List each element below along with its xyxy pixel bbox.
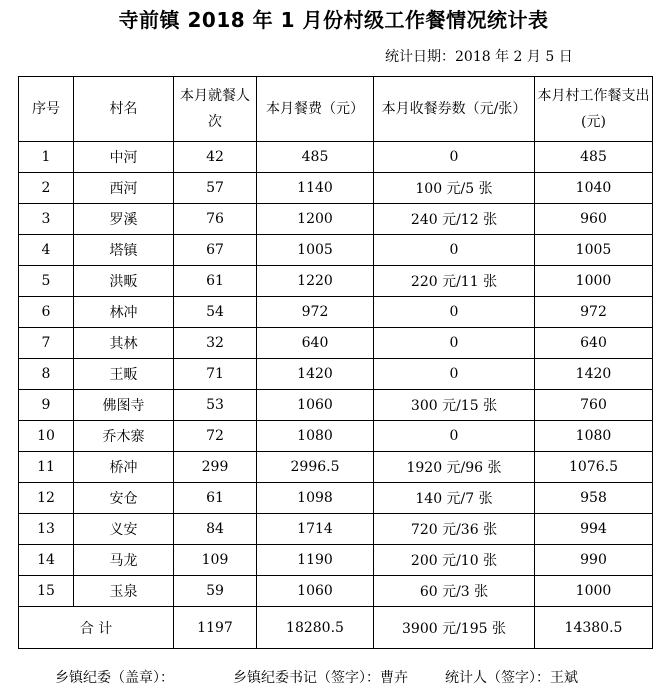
- cell-diners: 42: [174, 142, 257, 173]
- cell-diners: 61: [174, 266, 257, 297]
- cell-village: 玉泉: [74, 576, 174, 607]
- table-row: [19, 204, 653, 235]
- table-row: [19, 390, 653, 421]
- cell-coupons: 200 元/10 张: [374, 545, 535, 576]
- cell-meal-cost: 1005: [257, 235, 374, 266]
- cell-village: 中河: [74, 142, 174, 173]
- cell-seq: 11: [19, 452, 74, 483]
- cell-expense: 994: [535, 514, 653, 545]
- cell-meal-cost: 1420: [257, 359, 374, 390]
- cell-coupons: 100 元/5 张: [374, 173, 535, 204]
- cell-seq: 1: [19, 142, 74, 173]
- cell-diners: 109: [174, 545, 257, 576]
- header-expense: 本月村工作餐支出(元): [535, 77, 653, 142]
- cell-diners: 61: [174, 483, 257, 514]
- cell-village: 乔木寨: [74, 421, 174, 452]
- stat-date: 统计日期：2018 年 2 月 5 日: [385, 49, 573, 65]
- cell-village: 洪畈: [74, 266, 174, 297]
- committee-seal-label: 乡镇纪委（盖章）：: [55, 670, 174, 686]
- cell-expense: 1005: [535, 235, 653, 266]
- header-coupons: 本月收餐券数（元/张）: [374, 77, 535, 142]
- cell-village: 王畈: [74, 359, 174, 390]
- table-row: [19, 545, 653, 576]
- cell-meal-cost: 1190: [257, 545, 374, 576]
- cell-coupons: 300 元/15 张: [374, 390, 535, 421]
- cell-diners: 84: [174, 514, 257, 545]
- cell-diners: 71: [174, 359, 257, 390]
- cell-diners: 53: [174, 390, 257, 421]
- cell-village: 安仓: [74, 483, 174, 514]
- cell-seq: 3: [19, 204, 74, 235]
- table-row: [19, 359, 653, 390]
- cell-seq: 14: [19, 545, 74, 576]
- total-expense: 14380.5: [535, 607, 653, 649]
- cell-coupons: 220 元/11 张: [374, 266, 535, 297]
- cell-village: 林冲: [74, 297, 174, 328]
- cell-seq: 5: [19, 266, 74, 297]
- cell-seq: 9: [19, 390, 74, 421]
- cell-expense: 1076.5: [535, 452, 653, 483]
- cell-diners: 76: [174, 204, 257, 235]
- table-row: [19, 483, 653, 514]
- cell-coupons: 0: [374, 297, 535, 328]
- cell-village: 佛图寺: [74, 390, 174, 421]
- cell-expense: 485: [535, 142, 653, 173]
- cell-coupons: 0: [374, 421, 535, 452]
- cell-diners: 299: [174, 452, 257, 483]
- cell-village: 罗溪: [74, 204, 174, 235]
- total-row: [19, 607, 653, 649]
- header-village: 村名: [74, 77, 174, 142]
- table-row: [19, 142, 653, 173]
- cell-meal-cost: 972: [257, 297, 374, 328]
- cell-seq: 12: [19, 483, 74, 514]
- cell-seq: 2: [19, 173, 74, 204]
- cell-meal-cost: 1060: [257, 390, 374, 421]
- cell-coupons: 0: [374, 142, 535, 173]
- cell-village: 其林: [74, 328, 174, 359]
- table-row: [19, 173, 653, 204]
- secretary-signature: 乡镇纪委书记（签字）：曹卉: [233, 670, 408, 686]
- cell-diners: 72: [174, 421, 257, 452]
- cell-expense: 960: [535, 204, 653, 235]
- cell-coupons: 720 元/36 张: [374, 514, 535, 545]
- cell-seq: 10: [19, 421, 74, 452]
- cell-meal-cost: 1200: [257, 204, 374, 235]
- cell-expense: 640: [535, 328, 653, 359]
- cell-expense: 1040: [535, 173, 653, 204]
- cell-seq: 7: [19, 328, 74, 359]
- cell-meal-cost: 2996.5: [257, 452, 374, 483]
- cell-expense: 1000: [535, 576, 653, 607]
- cell-village: 塔镇: [74, 235, 174, 266]
- cell-diners: 59: [174, 576, 257, 607]
- cell-expense: 958: [535, 483, 653, 514]
- table-row: [19, 452, 653, 483]
- total-meal-cost: 18280.5: [257, 607, 374, 649]
- cell-meal-cost: 1714: [257, 514, 374, 545]
- cell-village: 桥冲: [74, 452, 174, 483]
- statistics-table: [18, 76, 653, 649]
- cell-diners: 32: [174, 328, 257, 359]
- header-seq: 序号: [19, 77, 74, 142]
- cell-coupons: 60 元/3 张: [374, 576, 535, 607]
- cell-meal-cost: 1080: [257, 421, 374, 452]
- table-row: [19, 297, 653, 328]
- cell-expense: 1080: [535, 421, 653, 452]
- cell-meal-cost: 1060: [257, 576, 374, 607]
- cell-meal-cost: 640: [257, 328, 374, 359]
- cell-coupons: 240 元/12 张: [374, 204, 535, 235]
- cell-coupons: 0: [374, 328, 535, 359]
- cell-expense: 760: [535, 390, 653, 421]
- cell-expense: 1420: [535, 359, 653, 390]
- table-row: [19, 266, 653, 297]
- cell-seq: 4: [19, 235, 74, 266]
- cell-coupons: 0: [374, 359, 535, 390]
- cell-coupons: 0: [374, 235, 535, 266]
- total-label: 合 计: [19, 607, 174, 649]
- cell-diners: 57: [174, 173, 257, 204]
- cell-meal-cost: 1098: [257, 483, 374, 514]
- table-row: [19, 328, 653, 359]
- cell-seq: 13: [19, 514, 74, 545]
- cell-village: 义安: [74, 514, 174, 545]
- table-row: [19, 576, 653, 607]
- cell-coupons: 140 元/7 张: [374, 483, 535, 514]
- total-coupons: 3900 元/195 张: [374, 607, 535, 649]
- table-row: [19, 514, 653, 545]
- page-title: 寺前镇 2018 年 1 月份村级工作餐情况统计表: [118, 8, 549, 32]
- cell-coupons: 1920 元/96 张: [374, 452, 535, 483]
- cell-expense: 972: [535, 297, 653, 328]
- total-diners: 1197: [174, 607, 257, 649]
- cell-village: 马龙: [74, 545, 174, 576]
- table-row: [19, 235, 653, 266]
- cell-seq: 15: [19, 576, 74, 607]
- header-diners: 本月就餐人次: [174, 77, 257, 142]
- cell-meal-cost: 485: [257, 142, 374, 173]
- cell-seq: 6: [19, 297, 74, 328]
- cell-seq: 8: [19, 359, 74, 390]
- cell-diners: 54: [174, 297, 257, 328]
- header-row: [19, 77, 653, 142]
- cell-meal-cost: 1220: [257, 266, 374, 297]
- cell-expense: 1000: [535, 266, 653, 297]
- statistician-signature: 统计人（签字）：王斌: [445, 670, 578, 686]
- cell-meal-cost: 1140: [257, 173, 374, 204]
- table-row: [19, 421, 653, 452]
- cell-expense: 990: [535, 545, 653, 576]
- cell-village: 西河: [74, 173, 174, 204]
- cell-diners: 67: [174, 235, 257, 266]
- header-meal-cost: 本月餐费（元）: [257, 77, 374, 142]
